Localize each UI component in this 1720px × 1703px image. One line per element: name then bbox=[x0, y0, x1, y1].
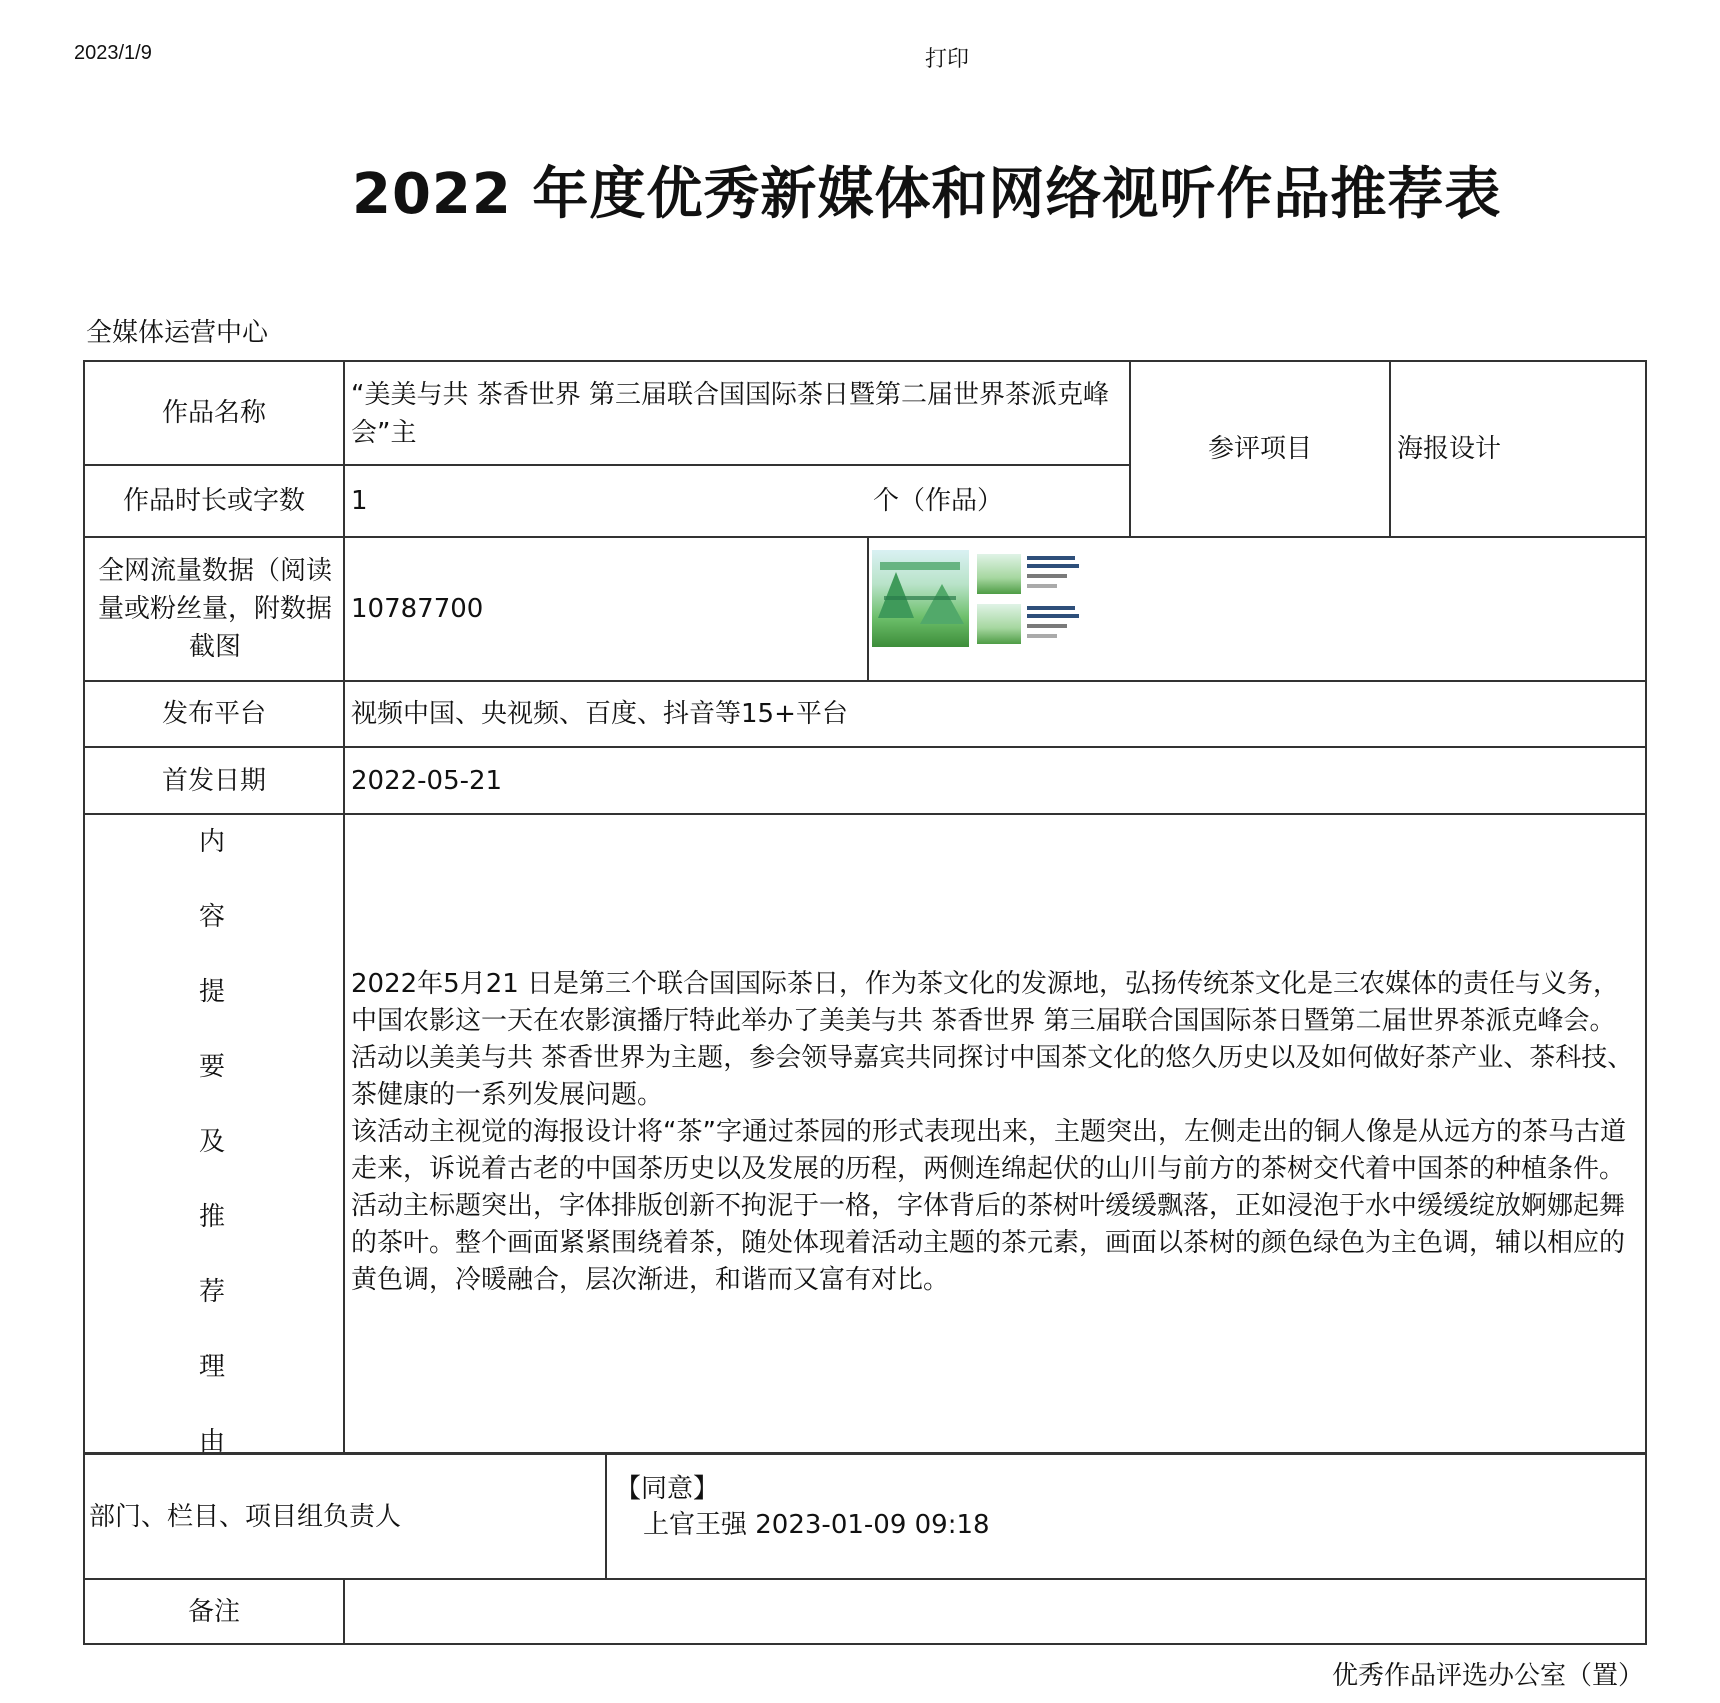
text-line bbox=[1027, 624, 1067, 628]
grid-line bbox=[867, 538, 869, 682]
platform-label: 发布平台 bbox=[161, 699, 266, 729]
work-name-label: 作品名称 bbox=[161, 398, 266, 428]
poster-mini-thumbnail bbox=[977, 604, 1021, 644]
summary-label-char: 提 bbox=[198, 977, 225, 1007]
responsible-label: 部门、栏目、项目组负责人 bbox=[89, 1501, 402, 1532]
print-date: 2023/1/9 bbox=[74, 42, 152, 64]
poster-thumbnail bbox=[872, 550, 969, 647]
remarks-value bbox=[351, 1580, 1631, 1643]
text-line bbox=[1027, 564, 1079, 568]
recommendation-form bbox=[83, 360, 1647, 1640]
work-name-value: “美美与共 茶香世界 第三届联合国国际茶日暨第二届世界茶派克峰会”主 bbox=[351, 380, 1109, 448]
summary-label-char: 由 bbox=[198, 1427, 225, 1457]
summary-label-char: 理 bbox=[198, 1352, 225, 1382]
grid-line bbox=[1645, 360, 1647, 1645]
length-label: 作品时长或字数 bbox=[122, 486, 305, 516]
organization: 全媒体运营中心 bbox=[86, 318, 269, 348]
print-label: 打印 bbox=[925, 47, 970, 72]
summary-paragraph: 该活动主视觉的海报设计将“茶”字通过茶园的形式表现出来，主题突出，左侧走出的铜人像是从远方的茶马古道走来，诉说着古老的中国茶历史以及发展的历程，两侧连绵起伏的山川与前方的茶树交代着中国茶的种植条件。活动主标题突出，字体排版创新不拘泥于一格，字体背后的茶树叶缓缓飘落，正如浸泡于水中缓缓绽放婀娜起舞的茶叶。整个画面紧紧围绕着茶，随处体现着活动主题的茶元素，画面以茶树的颜色绿色为主色调，辅以相应的黄色调，冷暖融合，层次渐进，和谐而又富有对比。 bbox=[351, 1117, 1626, 1295]
category-value: 海报设计 bbox=[1397, 434, 1502, 464]
traffic-label: 全网流量数据（阅读量或粉丝量，附数据截图 bbox=[97, 556, 332, 662]
grid-line bbox=[343, 360, 345, 1454]
summary-label-char: 及 bbox=[198, 1127, 225, 1157]
footer-office: 优秀作品评选办公室（置） bbox=[1331, 1661, 1644, 1691]
page-title: 2022 年度优秀新媒体和网络视听作品推荐表 bbox=[352, 162, 1502, 227]
summary-label-char: 内 bbox=[198, 827, 225, 857]
poster-mini-thumbnail bbox=[977, 554, 1021, 594]
grid-line bbox=[343, 1578, 345, 1645]
grid-line bbox=[605, 1454, 607, 1580]
summary-label-char: 推 bbox=[198, 1202, 225, 1232]
grid-line bbox=[83, 1643, 1647, 1645]
text-line bbox=[1027, 606, 1075, 610]
remarks-label: 备注 bbox=[187, 1596, 240, 1627]
text-line bbox=[1027, 584, 1057, 588]
length-unit: 个（作品） bbox=[873, 486, 1004, 516]
summary-paragraph: 2022年5月21 日是第三个联合国国际茶日，作为茶文化的发源地，弘扬传统茶文化是三农媒体的责任与义务，中国农影这一天在农影演播厅特此举办了美美与共 茶香世界 第三届联合国国际茶日暨第二届世界茶派克峰会。活动以美美与共 茶香世界为主题，参会领导嘉宾共同探讨中国茶文化的悠久历史以及如何做好茶产业、茶科技、茶健康的一系列发展问题。 bbox=[351, 969, 1634, 1110]
data-screenshot bbox=[872, 550, 1092, 650]
text-line bbox=[1027, 614, 1079, 618]
text-line bbox=[1027, 574, 1067, 578]
date-label: 首发日期 bbox=[161, 765, 266, 796]
summary-label-char: 荐 bbox=[198, 1277, 225, 1307]
date-value: 2022-05-21 bbox=[351, 765, 503, 796]
text-line bbox=[1027, 634, 1057, 638]
text-line bbox=[1027, 556, 1075, 560]
length-value: 1 bbox=[351, 486, 368, 516]
summary-label-char: 容 bbox=[198, 902, 225, 932]
grid-line bbox=[1389, 360, 1391, 538]
summary-label-char: 要 bbox=[198, 1052, 225, 1082]
summary-label bbox=[83, 815, 341, 1457]
platform-value: 视频中国、央视频、百度、抖音等15+平台 bbox=[351, 699, 848, 729]
category-label: 参评项目 bbox=[1207, 434, 1312, 464]
traffic-value: 10787700 bbox=[351, 594, 484, 624]
approval-signature: 上官王强 2023-01-09 09:18 bbox=[643, 1510, 990, 1540]
approval-status: 【同意】 bbox=[615, 1474, 720, 1504]
summary-text bbox=[351, 966, 1641, 1299]
